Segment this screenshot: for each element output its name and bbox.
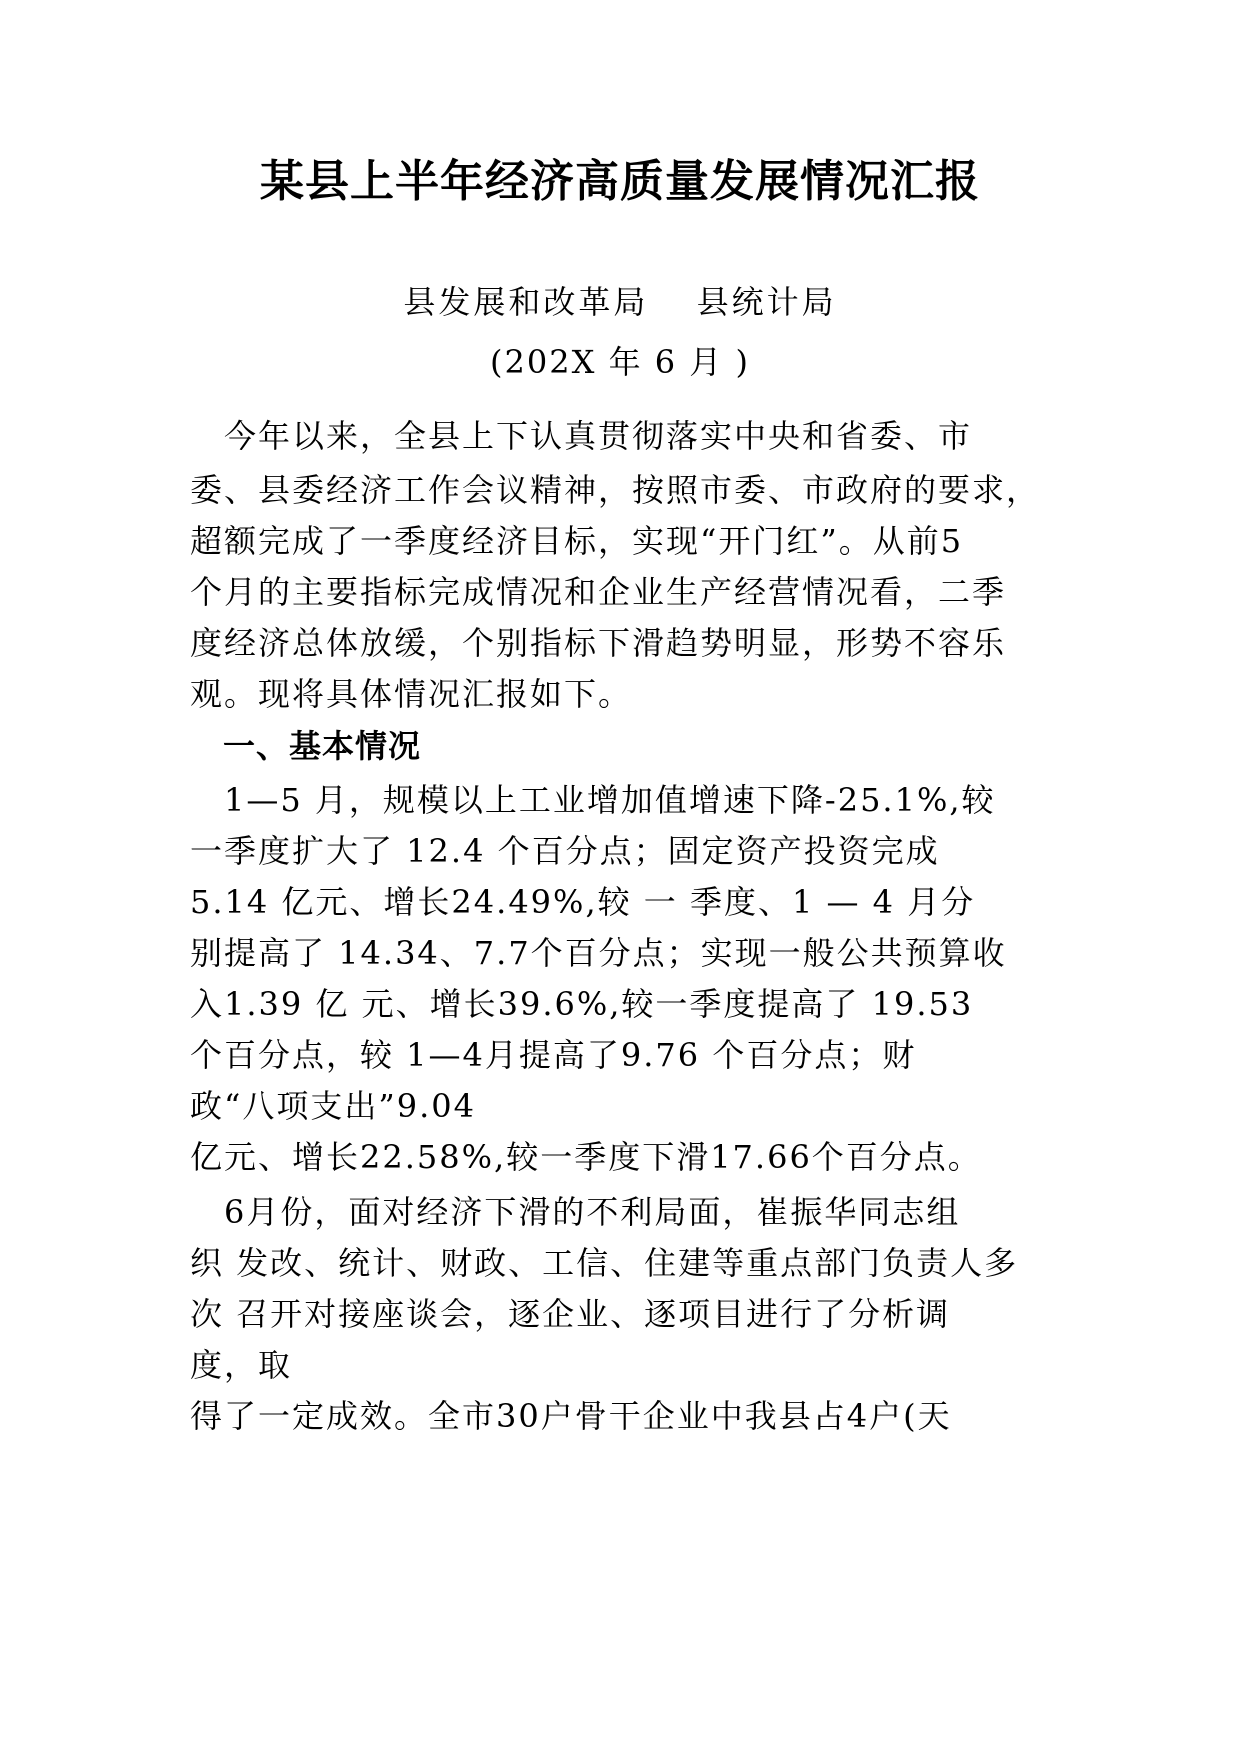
- section-heading: 一、基本情况: [190, 727, 422, 765]
- document-title: 某县上半年经济高质量发展情况汇报: [260, 156, 980, 207]
- document-date: (202X 年 6 月 ): [490, 343, 750, 381]
- body-line: 度，取: [190, 1346, 293, 1384]
- body-line: 亿元、增长22.58%,较一季度下滑17.66个百分点。: [190, 1138, 982, 1176]
- body-line: 委、县委经济工作会议精神，按照市委、市政府的要求，: [190, 471, 1041, 509]
- body-line: 一季度扩大了 12.4 个百分点；固定资产投资完成: [190, 832, 940, 870]
- body-line: 今年以来，全县上下认真贯彻落实中央和省委、市: [190, 417, 973, 455]
- body-line: 得了一定成效。全市30户骨干企业中我县占4户(天: [190, 1397, 952, 1435]
- body-line: 次 召开对接座谈会，逐企业、逐项目进行了分析调: [190, 1295, 951, 1333]
- body-line: 织 发改、统计、财政、工信、住建等重点部门负责人多: [190, 1244, 1019, 1282]
- body-line: 超额完成了一季度经济目标，实现“开门红”。从前5: [190, 522, 964, 560]
- body-line: 度经济总体放缓，个别指标下滑趋势明显，形势不容乐: [190, 624, 1007, 662]
- body-line: 6月份，面对经济下滑的不利局面，崔振华同志组: [190, 1193, 961, 1231]
- body-line: 5.14 亿元、增长24.49%,较 一 季度、1 — 4 月分: [190, 883, 976, 921]
- issuing-organizations: 县发展和改革局 县统计局: [403, 283, 837, 321]
- body-line: 政“八项支出”9.04: [190, 1087, 476, 1125]
- body-line: 观。现将具体情况汇报如下。: [190, 675, 633, 713]
- body-line: 个月的主要指标完成情况和企业生产经营情况看，二季: [190, 573, 1007, 611]
- body-line: 1—5 月，规模以上工业增加值增速下降-25.1%,较: [190, 781, 996, 819]
- body-line: 别提高了 14.34、7.7个百分点；实现一般公共预算收: [190, 934, 1007, 972]
- body-line: 入1.39 亿 元、增长39.6%,较一季度提高了 19.53: [190, 985, 974, 1023]
- body-line: 个百分点，较 1—4月提高了9.76 个百分点；财: [190, 1036, 917, 1074]
